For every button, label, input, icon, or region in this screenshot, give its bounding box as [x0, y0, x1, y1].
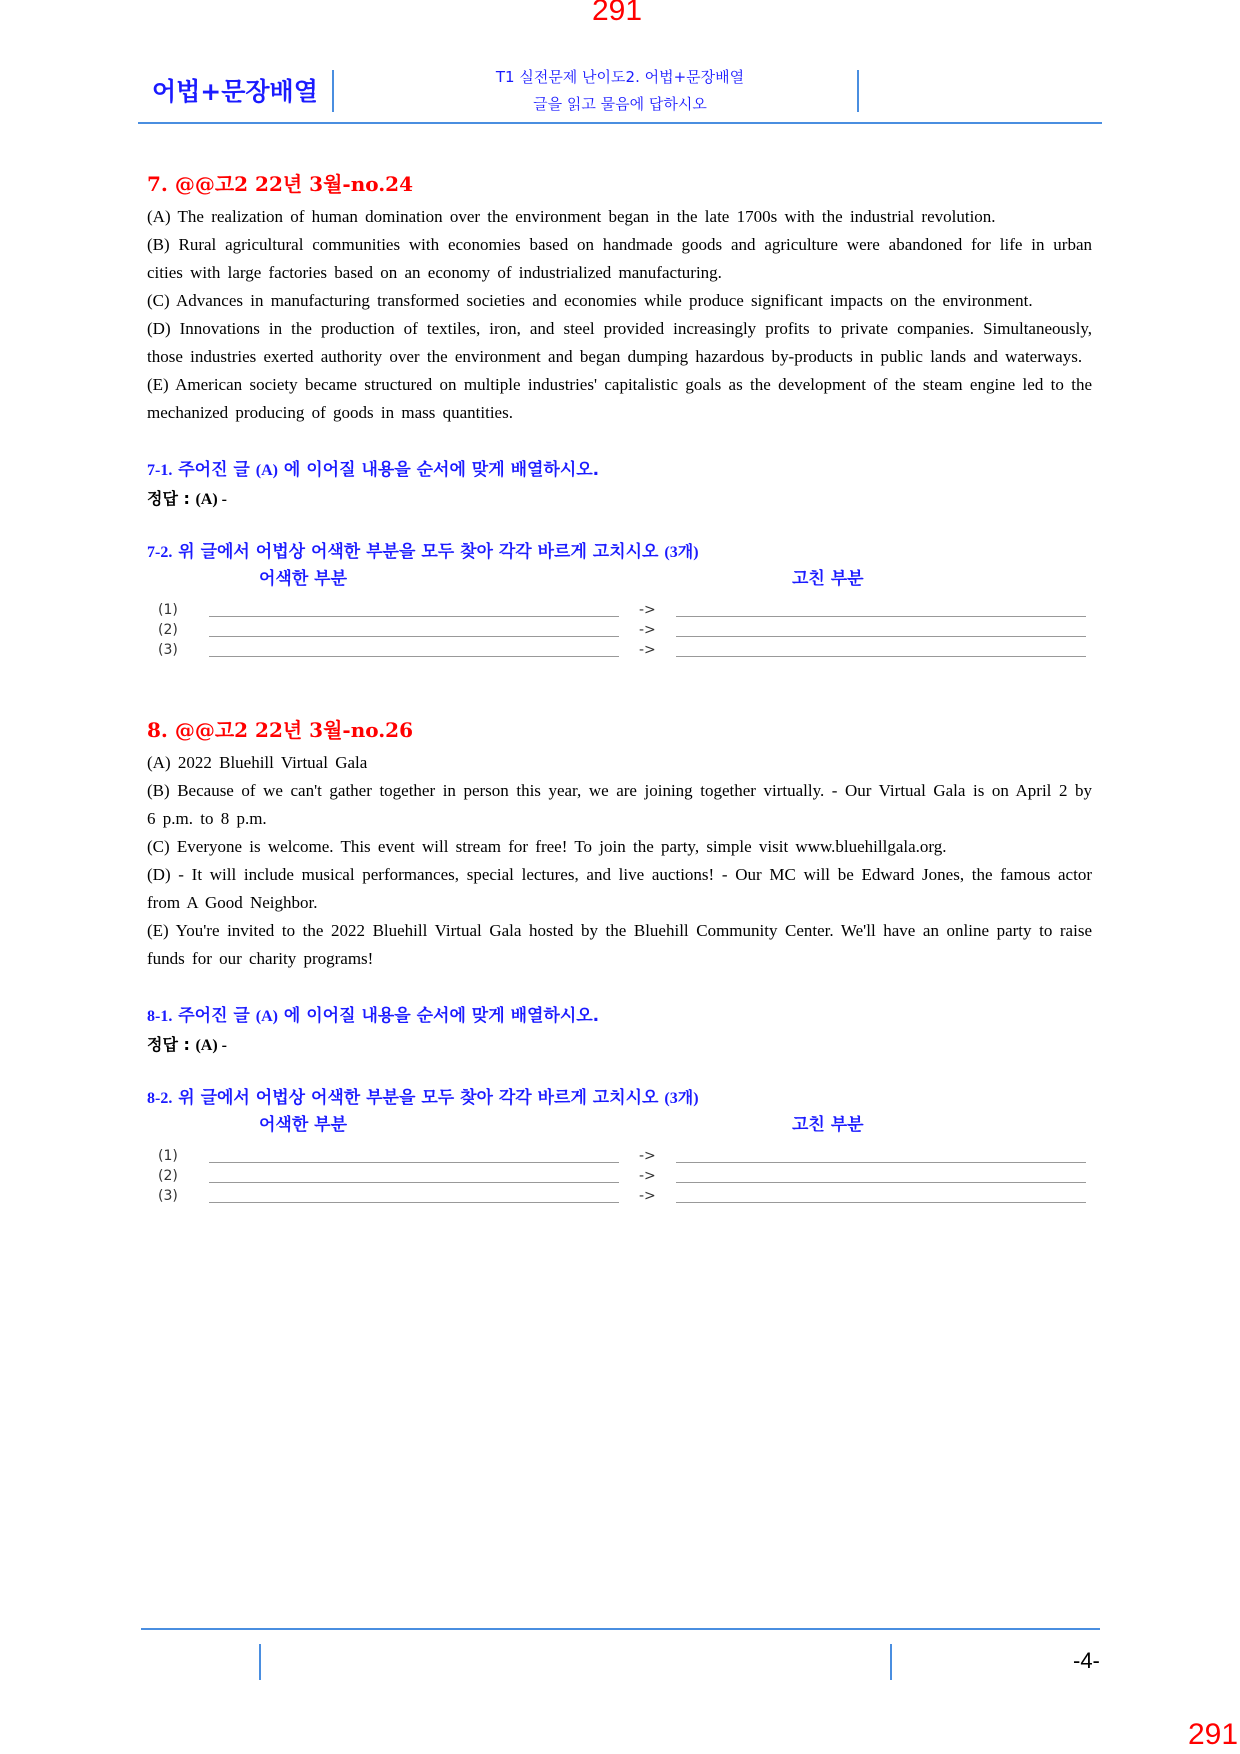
- row-label: (1): [158, 1148, 178, 1164]
- passage-paragraph: (A) 2022 Bluehill Virtual Gala: [147, 753, 368, 772]
- question-8-1-prompt: [147, 1001, 1092, 1026]
- answer-value: (A) -: [195, 491, 227, 508]
- prompt-count: (3개): [664, 544, 699, 561]
- row-label: (1): [158, 602, 178, 618]
- fixed-part-blank[interactable]: [676, 1162, 1086, 1163]
- wrong-part-blank[interactable]: [209, 616, 619, 617]
- correction-row: [147, 642, 1092, 662]
- question-8: [147, 714, 1092, 1208]
- question-8-passage: [147, 749, 1092, 973]
- question-8-title: 8. @@고2 22년 3월-no.26: [147, 718, 414, 742]
- passage-paragraph: (E) American society became structured on multiple industries' capitalistic goals as the development of the steam engine led to the mechanized producing of goods in mass quantities.: [147, 375, 1092, 422]
- question-8-1-answer: [147, 1032, 1092, 1055]
- answer-label: 정답 :: [147, 1035, 196, 1054]
- header-subtitle-line1: T1 실전문제 난이도2. 어법+문장배열: [495, 68, 745, 86]
- passage-paragraph: (C) Advances in manufacturing transformed societies and economies while produce significant impacts on the environment.: [147, 291, 1033, 310]
- header-title: 어법+문장배열: [152, 77, 318, 106]
- arrow: ->: [639, 1188, 656, 1204]
- page-marker-top: 291: [592, 0, 643, 27]
- header-divider-right: [857, 70, 859, 112]
- wrong-part-blank[interactable]: [209, 1182, 619, 1183]
- question-8-2-prompt: [147, 1083, 1092, 1108]
- arrow: ->: [639, 1168, 656, 1184]
- passage-paragraph: (E) You're invited to the 2022 Bluehill Virtual Gala hosted by the Bluehill Community Center. We'll have an online party to raise funds for our charity programs!: [147, 921, 1092, 968]
- arrow: ->: [639, 1148, 656, 1164]
- heading-wrong-part: 어색한 부분: [259, 1115, 348, 1135]
- question-7-1-answer: [147, 486, 1092, 509]
- fixed-part-blank[interactable]: [676, 656, 1086, 657]
- page-number: -4-: [1073, 1648, 1100, 1673]
- heading-fixed-part: 고친 부분: [792, 569, 864, 589]
- passage-paragraph: (D) Innovations in the production of textiles, iron, and steel provided increasingly profits to private companies. Simultaneously, those industries exerted authority over the environment and began dumping hazardous by-products in public lands and waterways.: [147, 319, 1092, 366]
- passage-paragraph: (D) - It will include musical performances, special lectures, and live auctions! - Our MC will be Edward Jones, the famous actor from A Good Neighbor.: [147, 865, 1092, 912]
- correction-headings: [147, 562, 1092, 590]
- arrow: ->: [639, 602, 656, 618]
- arrow: ->: [639, 642, 656, 658]
- sub-question-number: 7-1.: [147, 462, 173, 479]
- fixed-part-blank[interactable]: [676, 1182, 1086, 1183]
- answer-value: (A) -: [195, 1037, 227, 1054]
- header-divider-left: [332, 70, 334, 112]
- prompt-text: 에 이어질 내용을 순서에 맞게 배열하시오.: [278, 460, 600, 480]
- correction-headings: [147, 1108, 1092, 1136]
- row-label: (3): [158, 642, 178, 658]
- prompt-text: 위 글에서 어법상 어색한 부분을 모두 찾아 각각 바르게 고치시오: [172, 542, 665, 562]
- question-7-title: 7. @@고2 22년 3월-no.24: [147, 172, 414, 196]
- footer-divider-right: [890, 1644, 892, 1680]
- question-7-1-prompt: [147, 455, 1092, 480]
- arrow: ->: [639, 622, 656, 638]
- prompt-text: 주어진 글: [172, 1006, 256, 1026]
- prompt-text: 위 글에서 어법상 어색한 부분을 모두 찾아 각각 바르게 고치시오: [172, 1088, 665, 1108]
- prompt-text: 주어진 글: [172, 460, 256, 480]
- correction-row: [147, 622, 1092, 642]
- wrong-part-blank[interactable]: [209, 1202, 619, 1203]
- sub-question-number: 8-2.: [147, 1090, 173, 1107]
- correction-row: [147, 1188, 1092, 1208]
- correction-rows: [147, 602, 1092, 662]
- correction-row: [147, 602, 1092, 622]
- fixed-part-blank[interactable]: [676, 1202, 1086, 1203]
- sub-question-number: 8-1.: [147, 1008, 173, 1025]
- footer-rule: [141, 1628, 1100, 1630]
- passage-paragraph: (B) Because of we can't gather together in person this year, we are joining together virtually. - Our Virtual Gala is on April 2 by 6 p.m. to 8 p.m.: [147, 781, 1092, 828]
- answer-label: 정답 :: [147, 489, 196, 508]
- fixed-part-blank[interactable]: [676, 616, 1086, 617]
- passage-paragraph: (A) The realization of human domination over the environment began in the late 1700s with the industrial revolution.: [147, 207, 996, 226]
- prompt-count: (3개): [664, 1090, 699, 1107]
- header-subtitle-line2: 글을 읽고 물음에 답하시오: [533, 95, 707, 113]
- footer-divider-left: [259, 1644, 261, 1680]
- prompt-marker: (A): [255, 462, 278, 479]
- row-label: (3): [158, 1188, 178, 1204]
- question-7-passage: [147, 203, 1092, 427]
- wrong-part-blank[interactable]: [209, 636, 619, 637]
- header-rule: [138, 122, 1102, 124]
- page-marker-bottom: 291: [1188, 1718, 1239, 1751]
- wrong-part-blank[interactable]: [209, 1162, 619, 1163]
- row-label: (2): [158, 1168, 178, 1184]
- passage-paragraph: (B) Rural agricultural communities with economies based on handmade goods and agriculture were abandoned for life in urban cities with large factories based on an economy of industrialized manufacturing.: [147, 235, 1092, 282]
- prompt-text: 에 이어질 내용을 순서에 맞게 배열하시오.: [278, 1006, 600, 1026]
- heading-fixed-part: 고친 부분: [792, 1115, 864, 1135]
- sub-question-number: 7-2.: [147, 544, 173, 561]
- wrong-part-blank[interactable]: [209, 656, 619, 657]
- correction-rows: [147, 1148, 1092, 1208]
- fixed-part-blank[interactable]: [676, 636, 1086, 637]
- correction-row: [147, 1148, 1092, 1168]
- heading-wrong-part: 어색한 부분: [259, 569, 348, 589]
- question-7-2-prompt: [147, 537, 1092, 562]
- row-label: (2): [158, 622, 178, 638]
- passage-paragraph: (C) Everyone is welcome. This event will stream for free! To join the party, simple visit www.bluehillgala.org.: [147, 837, 947, 856]
- content: [147, 168, 1092, 1208]
- prompt-marker: (A): [255, 1008, 278, 1025]
- correction-row: [147, 1168, 1092, 1188]
- question-7: [147, 168, 1092, 662]
